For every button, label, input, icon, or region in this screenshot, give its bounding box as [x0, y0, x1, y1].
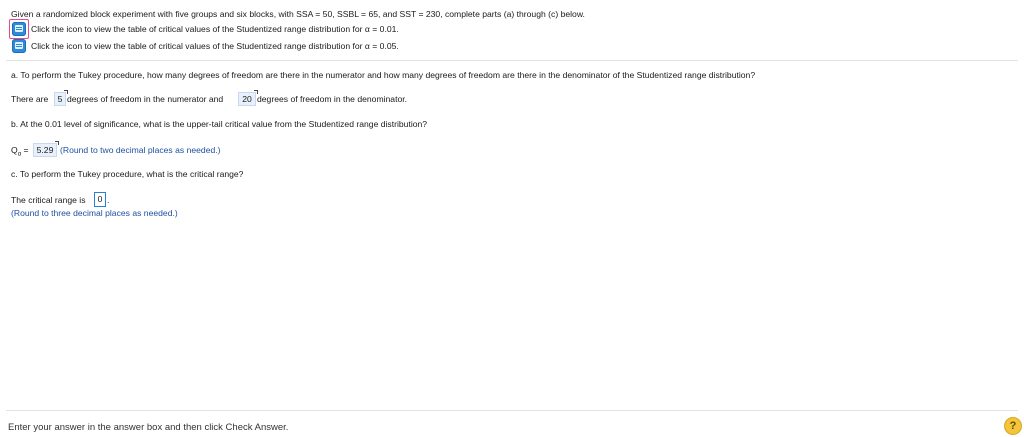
critical-range-input[interactable]: 0 [94, 192, 106, 207]
part-a-middle: degrees of freedom in the numerator and [67, 94, 224, 104]
ref-table-link-001: Click the icon to view the table of critical values of the Studentized range distribution for α = 0.01. [31, 24, 399, 34]
q-alpha-label [11, 145, 29, 158]
part-a-prefix: There are [11, 94, 49, 104]
part-c-period: . [107, 195, 110, 205]
part-c-hint: (Round to three decimal places as needed.) [11, 208, 178, 218]
part-a-question: a. To perform the Tukey procedure, how many degrees of freedom are there in the numerator and how many degrees of freedom are there in the denominator of the Studentized range distribution? [11, 70, 756, 80]
footer-divider [6, 410, 1018, 411]
divider [6, 60, 1018, 61]
help-icon[interactable]: ? [1004, 417, 1022, 435]
answer-value: 20 [242, 94, 252, 104]
part-b-hint: (Round to two decimal places as needed.) [60, 145, 221, 155]
ref-table-link-005: Click the icon to view the table of critical values of the Studentized range distribution for α = 0.05. [31, 41, 399, 51]
table-book-icon[interactable] [12, 22, 26, 36]
equals-sign: = [23, 145, 29, 155]
footer-instruction: Enter your answer in the answer box and then click Check Answer. [8, 422, 289, 433]
answer-numerator-df[interactable] [54, 92, 66, 106]
q-subscript: α [17, 151, 22, 158]
part-c-question: c. To perform the Tukey procedure, what is the critical range? [11, 169, 244, 179]
q-label: Q [11, 145, 18, 155]
answer-critical-value[interactable] [33, 143, 57, 157]
table-book-icon[interactable] [12, 39, 26, 53]
part-c-prefix: The critical range is [11, 195, 86, 205]
answer-value: 5.29 [36, 145, 54, 155]
answer-value: 5 [57, 94, 63, 104]
part-a-suffix: degrees of freedom in the denominator. [257, 94, 408, 104]
problem-statement: Given a randomized block experiment with five groups and six blocks, with SSA = 50, SSBL = 65, and SST = 230, complete parts (a) through (c) below. [11, 9, 585, 19]
answer-denominator-df[interactable] [238, 92, 256, 106]
part-b-question: b. At the 0.01 level of significance, what is the upper-tail critical value from the Studentized range distribution? [11, 119, 428, 129]
